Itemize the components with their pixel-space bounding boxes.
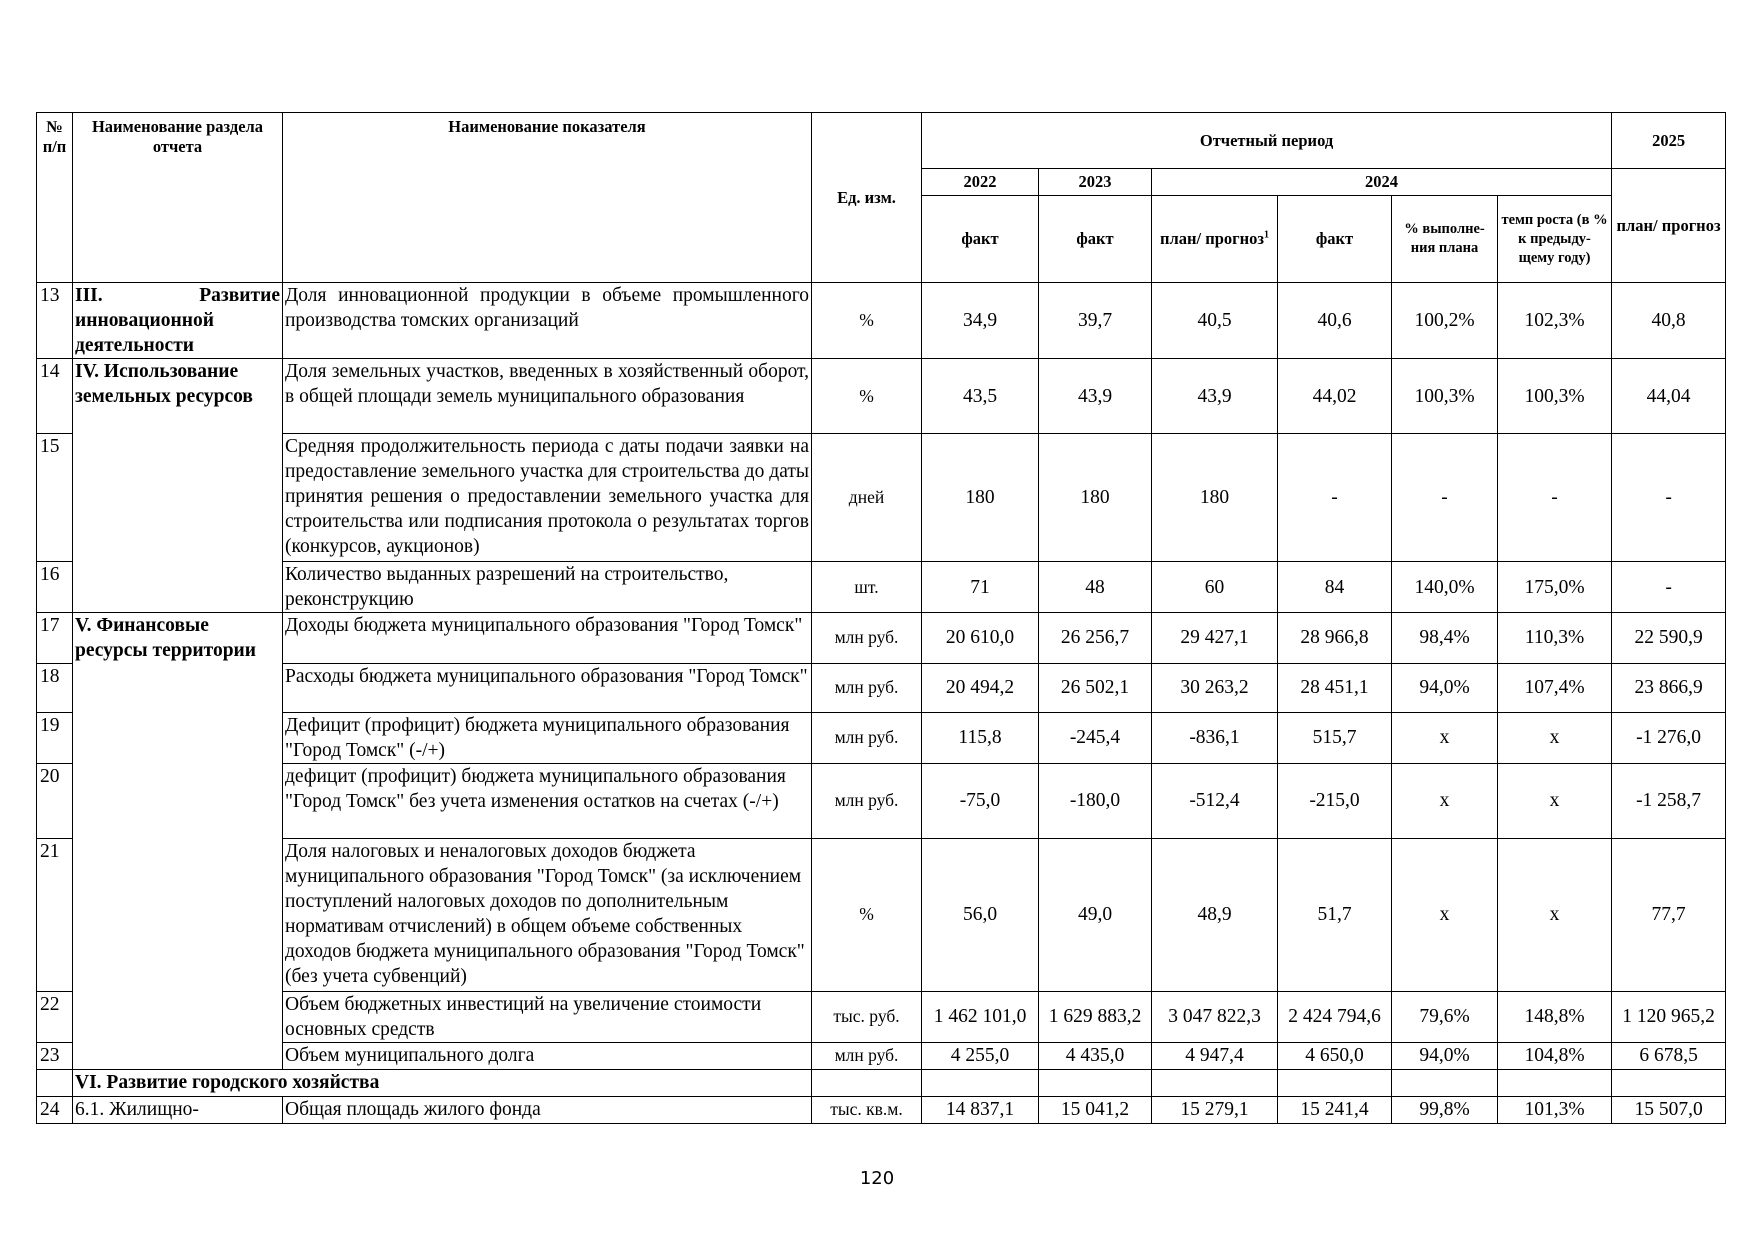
unit-cell: млн руб.	[812, 663, 922, 712]
value-pct-plan: 98,4%	[1392, 613, 1498, 664]
value-fact-2024: -	[1278, 434, 1392, 562]
section-name: IV. Использование земельных ресурсов	[73, 359, 283, 434]
value-growth: 107,4%	[1498, 663, 1612, 712]
value-growth: x	[1498, 763, 1612, 838]
value-2025: 44,04	[1612, 359, 1726, 434]
value-2022: 115,8	[922, 712, 1039, 763]
value-2022: 180	[922, 434, 1039, 562]
value-2025: 6 678,5	[1612, 1042, 1726, 1069]
value-fact-2024: 40,6	[1278, 283, 1392, 359]
value-2023: 48	[1039, 562, 1152, 613]
header-year-2025: 2025	[1612, 113, 1726, 169]
value-empty	[1498, 1069, 1612, 1096]
row-num: 16	[37, 562, 73, 613]
unit-cell: млн руб.	[812, 1042, 922, 1069]
value-plan-2024: 4 947,4	[1152, 1042, 1278, 1069]
value-fact-2024: 84	[1278, 562, 1392, 613]
value-empty	[1152, 1069, 1278, 1096]
indicator-name: Доля инновационной продукции в объеме промышленного производства томских организаций	[283, 283, 812, 359]
value-fact-2024: -215,0	[1278, 763, 1392, 838]
value-growth: 104,8%	[1498, 1042, 1612, 1069]
value-2023: -180,0	[1039, 763, 1152, 838]
section-row	[37, 1069, 1726, 1096]
header-year-2023: 2023	[1039, 169, 1152, 196]
unit-cell: млн руб.	[812, 712, 922, 763]
value-pct-plan: 100,2%	[1392, 283, 1498, 359]
value-fact-2024: 515,7	[1278, 712, 1392, 763]
indicator-name: Количество выданных разрешений на строительство, реконструкцию	[283, 562, 812, 613]
value-2022: 14 837,1	[922, 1096, 1039, 1123]
row-num: 20	[37, 763, 73, 838]
value-plan-2024: -512,4	[1152, 763, 1278, 838]
indicator-table	[36, 112, 1726, 1124]
value-empty	[1278, 1069, 1392, 1096]
value-2025: 77,7	[1612, 838, 1726, 991]
value-empty	[1612, 1069, 1726, 1096]
page-number: 120	[859, 1168, 895, 1189]
value-2022: 20 610,0	[922, 613, 1039, 664]
value-2022: 56,0	[922, 838, 1039, 991]
indicator-name: Общая площадь жилого фонда	[283, 1096, 812, 1123]
value-pct-plan: 140,0%	[1392, 562, 1498, 613]
section-name: 6.1. Жилищно-	[73, 1096, 283, 1123]
header-plan-2025: план/ прогноз	[1612, 169, 1726, 283]
value-2023: 180	[1039, 434, 1152, 562]
section-empty	[73, 763, 283, 838]
value-pct-plan: 94,0%	[1392, 663, 1498, 712]
value-fact-2024: 28 966,8	[1278, 613, 1392, 664]
row-num: 14	[37, 359, 73, 434]
table-row	[37, 562, 1726, 613]
header-period: Отчетный период	[922, 113, 1612, 169]
value-2023: 26 256,7	[1039, 613, 1152, 664]
plan-label: план/ прогноз	[1159, 229, 1265, 248]
header-section: Наименование раздела отчета	[73, 113, 283, 283]
value-plan-2024: 15 279,1	[1152, 1096, 1278, 1123]
indicator-name: Доля земельных участков, введенных в хозяйственный оборот, в общей площади земель муниципального образования	[283, 359, 812, 434]
table-row	[37, 434, 1726, 562]
table-row	[37, 1042, 1726, 1069]
value-plan-2024: 29 427,1	[1152, 613, 1278, 664]
table-row	[37, 712, 1726, 763]
value-2022: 43,5	[922, 359, 1039, 434]
value-2023: 49,0	[1039, 838, 1152, 991]
value-plan-2024: 3 047 822,3	[1152, 991, 1278, 1042]
value-fact-2024: 15 241,4	[1278, 1096, 1392, 1123]
section-empty	[73, 663, 283, 712]
value-pct-plan: 79,6%	[1392, 991, 1498, 1042]
section-empty	[73, 1042, 283, 1069]
value-2025: -	[1612, 562, 1726, 613]
value-2025: -1 276,0	[1612, 712, 1726, 763]
unit-cell: %	[812, 283, 922, 359]
value-growth: 102,3%	[1498, 283, 1612, 359]
unit-cell: %	[812, 838, 922, 991]
table-row	[37, 838, 1726, 991]
row-num: 23	[37, 1042, 73, 1069]
value-2022: 71	[922, 562, 1039, 613]
value-pct-plan: 94,0%	[1392, 1042, 1498, 1069]
row-num: 19	[37, 712, 73, 763]
value-pct-plan: 100,3%	[1392, 359, 1498, 434]
value-pct-plan: 99,8%	[1392, 1096, 1498, 1123]
value-2023: 43,9	[1039, 359, 1152, 434]
value-empty	[1039, 1069, 1152, 1096]
header-fact-2024: факт	[1278, 196, 1392, 283]
table-row	[37, 763, 1726, 838]
value-fact-2024: 44,02	[1278, 359, 1392, 434]
table-row	[37, 283, 1726, 359]
section-empty	[73, 562, 283, 613]
value-2022: 1 462 101,0	[922, 991, 1039, 1042]
value-growth: 110,3%	[1498, 613, 1612, 664]
value-fact-2024: 2 424 794,6	[1278, 991, 1392, 1042]
header-fact-2022: факт	[922, 196, 1039, 283]
value-plan-2024: 180	[1152, 434, 1278, 562]
value-plan-2024: 40,5	[1152, 283, 1278, 359]
value-fact-2024: 51,7	[1278, 838, 1392, 991]
unit-empty	[812, 1069, 922, 1096]
value-growth: -	[1498, 434, 1612, 562]
unit-cell: дней	[812, 434, 922, 562]
unit-cell: %	[812, 359, 922, 434]
value-growth: 148,8%	[1498, 991, 1612, 1042]
header-year-2024: 2024	[1152, 169, 1612, 196]
value-2023: 4 435,0	[1039, 1042, 1152, 1069]
value-2022: -75,0	[922, 763, 1039, 838]
value-2025: -1 258,7	[1612, 763, 1726, 838]
table-row	[37, 663, 1726, 712]
header-plan-2024	[1152, 196, 1278, 283]
table-row	[37, 613, 1726, 664]
value-plan-2024: 30 263,2	[1152, 663, 1278, 712]
header-pct-plan: % выполне- ния плана	[1392, 196, 1498, 283]
value-plan-2024: 43,9	[1152, 359, 1278, 434]
value-2022: 34,9	[922, 283, 1039, 359]
header-indicator: Наименование показателя	[283, 113, 812, 283]
footnote-mark: 1	[1264, 229, 1270, 241]
value-pct-plan: x	[1392, 712, 1498, 763]
indicator-name: Дефицит (профицит) бюджета муниципального образования "Город Томск" (-/+)	[283, 712, 812, 763]
row-num: 15	[37, 434, 73, 562]
value-growth: 100,3%	[1498, 359, 1612, 434]
indicator-name: Средняя продолжительность периода с даты подачи заявки на предоставление земельного участка для строительства до даты принятия решения о предоставлении земельного участка для строительства или подписания протокола о результатах торгов (конкурсов, аукционов)	[283, 434, 812, 562]
value-2025: 40,8	[1612, 283, 1726, 359]
value-growth: 101,3%	[1498, 1096, 1612, 1123]
row-num: 17	[37, 613, 73, 664]
indicator-name: Объем бюджетных инвестиций на увеличение стоимости основных средств	[283, 991, 812, 1042]
table-row	[37, 991, 1726, 1042]
value-fact-2024: 4 650,0	[1278, 1042, 1392, 1069]
unit-cell: тыс. руб.	[812, 991, 922, 1042]
value-fact-2024: 28 451,1	[1278, 663, 1392, 712]
value-pct-plan: x	[1392, 838, 1498, 991]
value-2023: 39,7	[1039, 283, 1152, 359]
value-plan-2024: 60	[1152, 562, 1278, 613]
value-2023: 15 041,2	[1039, 1096, 1152, 1123]
value-plan-2024: 48,9	[1152, 838, 1278, 991]
header-growth: темп роста (в % к предыду- щему году)	[1498, 196, 1612, 283]
section-empty	[73, 712, 283, 763]
value-growth: x	[1498, 838, 1612, 991]
value-2023: 1 629 883,2	[1039, 991, 1152, 1042]
section-empty	[73, 838, 283, 991]
section-empty	[73, 434, 283, 562]
indicator-name: Доходы бюджета муниципального образования "Город Томск"	[283, 613, 812, 664]
row-num-empty	[37, 1069, 73, 1096]
header-year-2022: 2022	[922, 169, 1039, 196]
row-num: 21	[37, 838, 73, 991]
value-pct-plan: x	[1392, 763, 1498, 838]
value-2023: -245,4	[1039, 712, 1152, 763]
value-pct-plan: -	[1392, 434, 1498, 562]
header-unit: Ед. изм.	[812, 113, 922, 283]
value-growth: 175,0%	[1498, 562, 1612, 613]
row-num: 13	[37, 283, 73, 359]
value-2022: 20 494,2	[922, 663, 1039, 712]
value-2023: 26 502,1	[1039, 663, 1152, 712]
row-num: 22	[37, 991, 73, 1042]
value-2022: 4 255,0	[922, 1042, 1039, 1069]
value-2025: 22 590,9	[1612, 613, 1726, 664]
header-fact-2023: факт	[1039, 196, 1152, 283]
value-empty	[1392, 1069, 1498, 1096]
value-2025: 15 507,0	[1612, 1096, 1726, 1123]
section-vi-title: VI. Развитие городского хозяйства	[73, 1069, 812, 1096]
unit-cell: тыс. кв.м.	[812, 1096, 922, 1123]
unit-cell: млн руб.	[812, 763, 922, 838]
value-growth: x	[1498, 712, 1612, 763]
section-name: III. Развитие инновационной деятельности	[73, 283, 283, 359]
unit-cell: млн руб.	[812, 613, 922, 664]
value-2025: -	[1612, 434, 1726, 562]
indicator-name: Расходы бюджета муниципального образования "Город Томск"	[283, 663, 812, 712]
value-plan-2024: -836,1	[1152, 712, 1278, 763]
section-name: V. Финансовые ресурсы территории	[73, 613, 283, 664]
unit-cell: шт.	[812, 562, 922, 613]
table-row	[37, 1096, 1726, 1123]
row-num: 24	[37, 1096, 73, 1123]
value-empty	[922, 1069, 1039, 1096]
indicator-name: дефицит (профицит) бюджета муниципального образования "Город Томск" без учета изменения остатков на счетах (-/+)	[283, 763, 812, 838]
value-2025: 1 120 965,2	[1612, 991, 1726, 1042]
header-num: № п/п	[37, 113, 73, 283]
value-2025: 23 866,9	[1612, 663, 1726, 712]
indicator-name: Доля налоговых и неналоговых доходов бюджета муниципального образования "Город Томск" (за исключением поступлений налоговых доходов по дополнительным нормативам отчислений) в общем объеме собственных доходов бюджета муниципального образования "Город Томск" (без учета субвенций)	[283, 838, 812, 991]
row-num: 18	[37, 663, 73, 712]
section-empty	[73, 991, 283, 1042]
table-row	[37, 359, 1726, 434]
indicator-name: Объем муниципального долга	[283, 1042, 812, 1069]
